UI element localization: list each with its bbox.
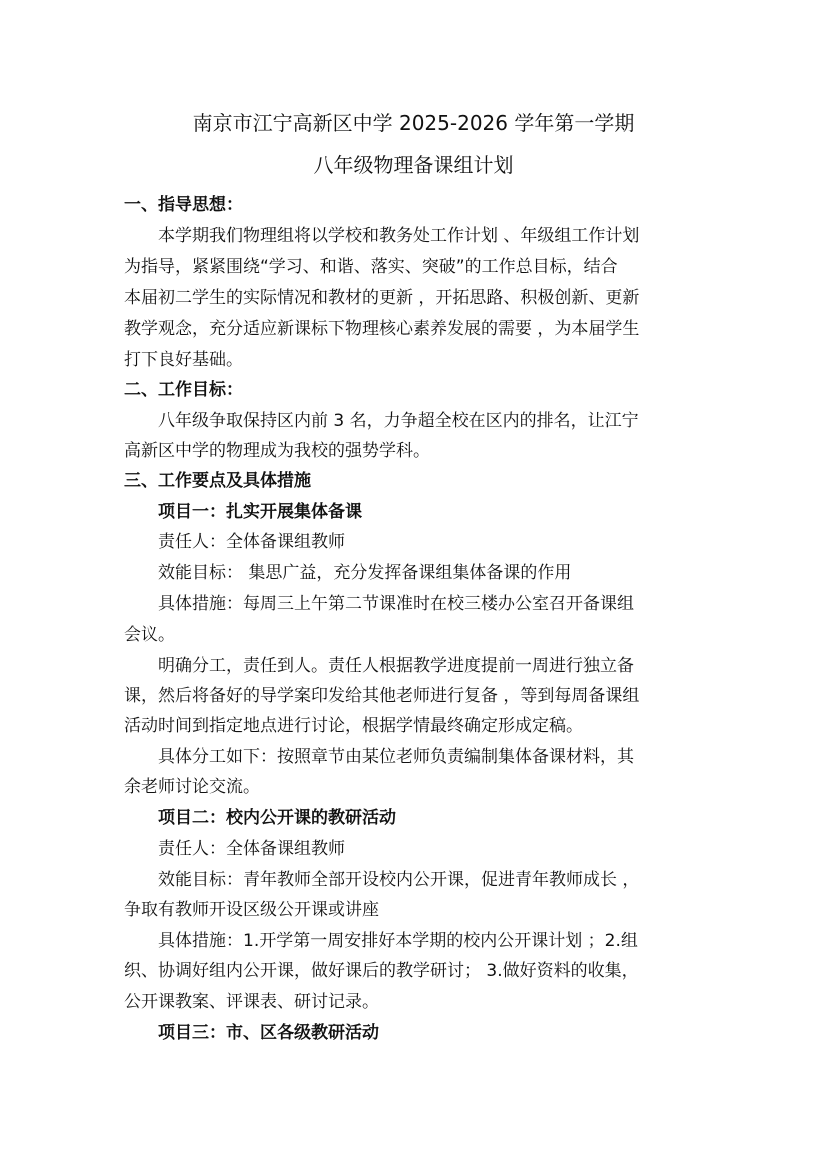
project-3-title: 项目三：市、区各级教研活动 [158, 1023, 379, 1043]
project-2-measures: 具体措施：1.开学第一周安排好本学期的校内公开课计划 ；2.组 [158, 931, 638, 951]
document-title-line-1: 南京市江宁高新区中学 2025-2026 学年第一学期 [192, 111, 635, 135]
section-heading-guiding-ideology: 一、指导思想： [124, 195, 243, 215]
paragraph-line: 织、协调好组内公开课，做好课后的教学研讨； 3.做好资料的收集， [124, 961, 639, 981]
project-2-goal: 效能目标：青年教师全部开设校内公开课，促进青年教师成长 ， [158, 870, 640, 890]
paragraph-line: 打下良好基础。 [124, 350, 243, 370]
paragraph-line: 教学观念，充分适应新课标下物理核心素养发展的需要 ，为本届学生 [124, 319, 640, 339]
paragraph-line: 活动时间到指定地点进行讨论，根据学情最终确定形成定稿。 [124, 716, 583, 736]
paragraph-line: 明确分工，责任到人。责任人根据教学进度提前一周进行独立备 [158, 656, 634, 676]
paragraph-line: 为指导，紧紧围绕“学习、和谐、落实、突破”的工作总目标，结合 [124, 257, 618, 277]
project-1-title: 项目一：扎实开展集体备课 [158, 502, 362, 522]
paragraph-line: 具体分工如下：按照章节由某位老师负责编制集体备课材料，其 [158, 747, 634, 767]
document-title-line-2: 八年级物理备课组计划 [313, 153, 514, 177]
paragraph-line: 争取有教师开设区级公开课或讲座 [124, 900, 379, 920]
project-1-responsible: 责任人：全体备课组教师 [158, 532, 345, 552]
paragraph-line: 余老师讨论交流。 [124, 777, 260, 797]
project-2-title: 项目二：校内公开课的教研活动 [158, 808, 396, 828]
paragraph-line: 八年级争取保持区内前 3 名，力争超全校在区内的排名，让江宁 [158, 411, 639, 431]
project-1-measures: 具体措施：每周三上午第二节课准时在校三楼办公室召开备课组 [158, 594, 634, 614]
section-heading-work-goals: 二、工作目标： [124, 380, 243, 400]
paragraph-line: 本学期我们物理组将以学校和教务处工作计划 、年级组工作计划 [158, 226, 640, 246]
paragraph-line: 本届初二学生的实际情况和教材的更新 ，开拓思路、积极创新、更新 [124, 288, 640, 308]
paragraph-line: 高新区中学的物理成为我校的强势学科。 [124, 441, 430, 461]
section-heading-key-points: 三、工作要点及具体措施 [124, 471, 311, 491]
project-2-responsible: 责任人：全体备课组教师 [158, 839, 345, 859]
paragraph-line: 会议。 [124, 625, 175, 645]
project-1-goal: 效能目标： 集思广益，充分发挥备课组集体备课的作用 [158, 563, 572, 583]
paragraph-line: 公开课教案、评课表、研讨记录。 [124, 992, 379, 1012]
paragraph-line: 课，然后将备好的导学案印发给其他老师进行复备 ，等到每周备课组 [124, 686, 640, 706]
